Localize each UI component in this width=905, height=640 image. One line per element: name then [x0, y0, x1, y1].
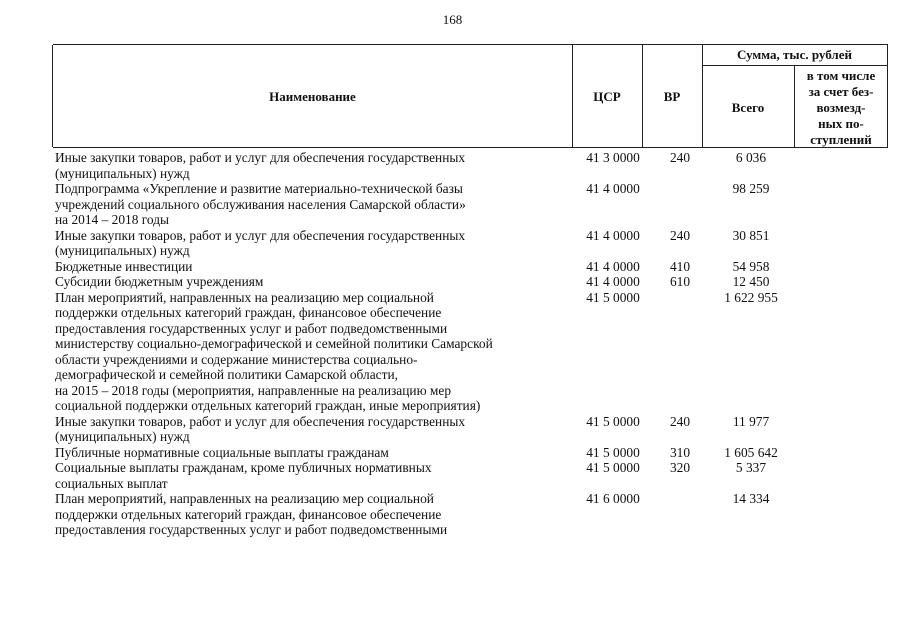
row-name — [55, 259, 567, 275]
row-name-line: План мероприятий, направленных на реализацию мер социальной — [55, 289, 434, 305]
table-row — [0, 259, 905, 275]
row-name — [55, 228, 567, 259]
row-csr: 41 5 0000 — [586, 444, 640, 460]
table-row — [0, 274, 905, 290]
row-total: 54 958 — [732, 258, 770, 274]
row-name-line: (муниципальных) нужд — [55, 243, 190, 258]
row-vr: 240 — [669, 413, 691, 429]
row-vr: 320 — [669, 460, 691, 475]
row-name-line: поддержки отдельных категорий граждан, финансовое обеспечение — [55, 506, 442, 522]
row-total: 98 259 — [732, 181, 770, 196]
row-name-line: Иные закупки товаров, работ и услуг для обеспечения государственных — [55, 150, 466, 165]
row-csr: 41 5 0000 — [586, 413, 640, 429]
table-row — [0, 460, 905, 491]
header-total: Всего — [731, 99, 765, 115]
row-name — [55, 445, 567, 461]
row-name-line: социальных выплат — [55, 475, 168, 491]
row-vr: 240 — [669, 227, 691, 243]
row-vr: 310 — [669, 444, 691, 460]
row-csr: 41 5 0000 — [586, 289, 640, 305]
row-name — [55, 150, 567, 181]
row-name-line: на 2015 – 2018 годы (мероприятия, направленные на реализацию мер — [55, 382, 452, 398]
row-name-line: на 2014 – 2018 годы — [55, 212, 170, 227]
header-free-receipts — [795, 66, 887, 149]
row-name-line: План мероприятий, направленных на реализацию мер социальной — [55, 491, 434, 506]
row-name-line: Иные закупки товаров, работ и услуг для обеспечения государственных — [55, 413, 466, 429]
row-name-line: социальной поддержки отдельных категорий граждан, иные мероприятия) — [55, 398, 481, 413]
row-total: 5 337 — [735, 460, 767, 475]
row-csr: 41 6 0000 — [586, 491, 640, 506]
row-name — [55, 274, 567, 290]
row-csr: 41 4 0000 — [586, 181, 640, 196]
header-border-right — [887, 45, 888, 147]
row-csr: 41 5 0000 — [586, 460, 640, 475]
row-name-line: предоставления государственных услуг и работ подведомственными — [55, 522, 448, 537]
header-free-line: ступлений — [810, 131, 872, 147]
header-free-line: ных по- — [818, 115, 864, 131]
table-row — [0, 181, 905, 228]
row-total: 12 450 — [732, 274, 770, 289]
row-name-line: Подпрограмма «Укрепление и развитие материально-технической базы — [55, 181, 463, 196]
table-row — [0, 491, 905, 538]
row-name-line: Субсидии бюджетным учреждениям — [55, 274, 264, 289]
row-name-line: министерству социально-демографической и семейной политики Самарской — [55, 336, 493, 351]
header-sum-group: Сумма, тыс. рублей — [737, 47, 852, 62]
table-row — [0, 445, 905, 461]
header-vr: ВР — [663, 89, 681, 104]
row-name — [55, 290, 567, 414]
row-total: 6 036 — [735, 150, 767, 165]
row-csr: 41 3 0000 — [586, 150, 640, 165]
row-name — [55, 181, 567, 228]
header-csr: ЦСР — [593, 89, 621, 104]
table-row — [0, 150, 905, 181]
row-name-line: демографической и семейной политики Самарской области, — [55, 367, 398, 382]
row-name-line: области учреждениями и содержание министерства социально- — [55, 351, 418, 367]
table-header — [53, 44, 888, 148]
row-total: 14 334 — [732, 491, 770, 506]
row-total: 1 605 642 — [724, 444, 778, 460]
row-total: 1 622 955 — [724, 289, 778, 305]
row-vr: 240 — [669, 150, 691, 165]
row-csr: 41 4 0000 — [586, 258, 640, 274]
row-name-line: поддержки отдельных категорий граждан, финансовое обеспечение — [55, 305, 442, 320]
row-name — [55, 414, 567, 445]
row-name-line: Бюджетные инвестиции — [55, 258, 193, 274]
row-csr: 41 4 0000 — [586, 274, 640, 289]
row-csr: 41 4 0000 — [586, 227, 640, 243]
row-name-line: предоставления государственных услуг и работ подведомственными — [55, 320, 448, 336]
table-row — [0, 228, 905, 259]
table-row — [0, 290, 905, 414]
row-vr: 610 — [669, 274, 691, 289]
row-total: 30 851 — [732, 227, 770, 243]
table-row — [0, 414, 905, 445]
header-free-line: возмезд- — [816, 99, 866, 115]
row-name-line: (муниципальных) нужд — [55, 165, 190, 181]
header-free-line: в том числе — [806, 67, 876, 83]
row-name-line: Публичные нормативные социальные выплаты гражданам — [55, 444, 389, 460]
row-name-line: Социальные выплаты гражданам, кроме публичных нормативных — [55, 460, 432, 475]
page-number: 168 — [442, 12, 463, 27]
row-name-line: учреждений социального обслуживания населения Самарской области» — [55, 196, 466, 212]
table-body — [0, 150, 905, 538]
row-name — [55, 460, 567, 491]
row-vr: 410 — [669, 258, 691, 274]
header-free-line: за счет без- — [808, 83, 874, 99]
row-name-line: (муниципальных) нужд — [55, 429, 190, 444]
row-total: 11 977 — [732, 413, 770, 429]
row-name-line: Иные закупки товаров, работ и услуг для обеспечения государственных — [55, 227, 466, 243]
row-name — [55, 491, 567, 538]
header-name: Наименование — [269, 89, 356, 104]
